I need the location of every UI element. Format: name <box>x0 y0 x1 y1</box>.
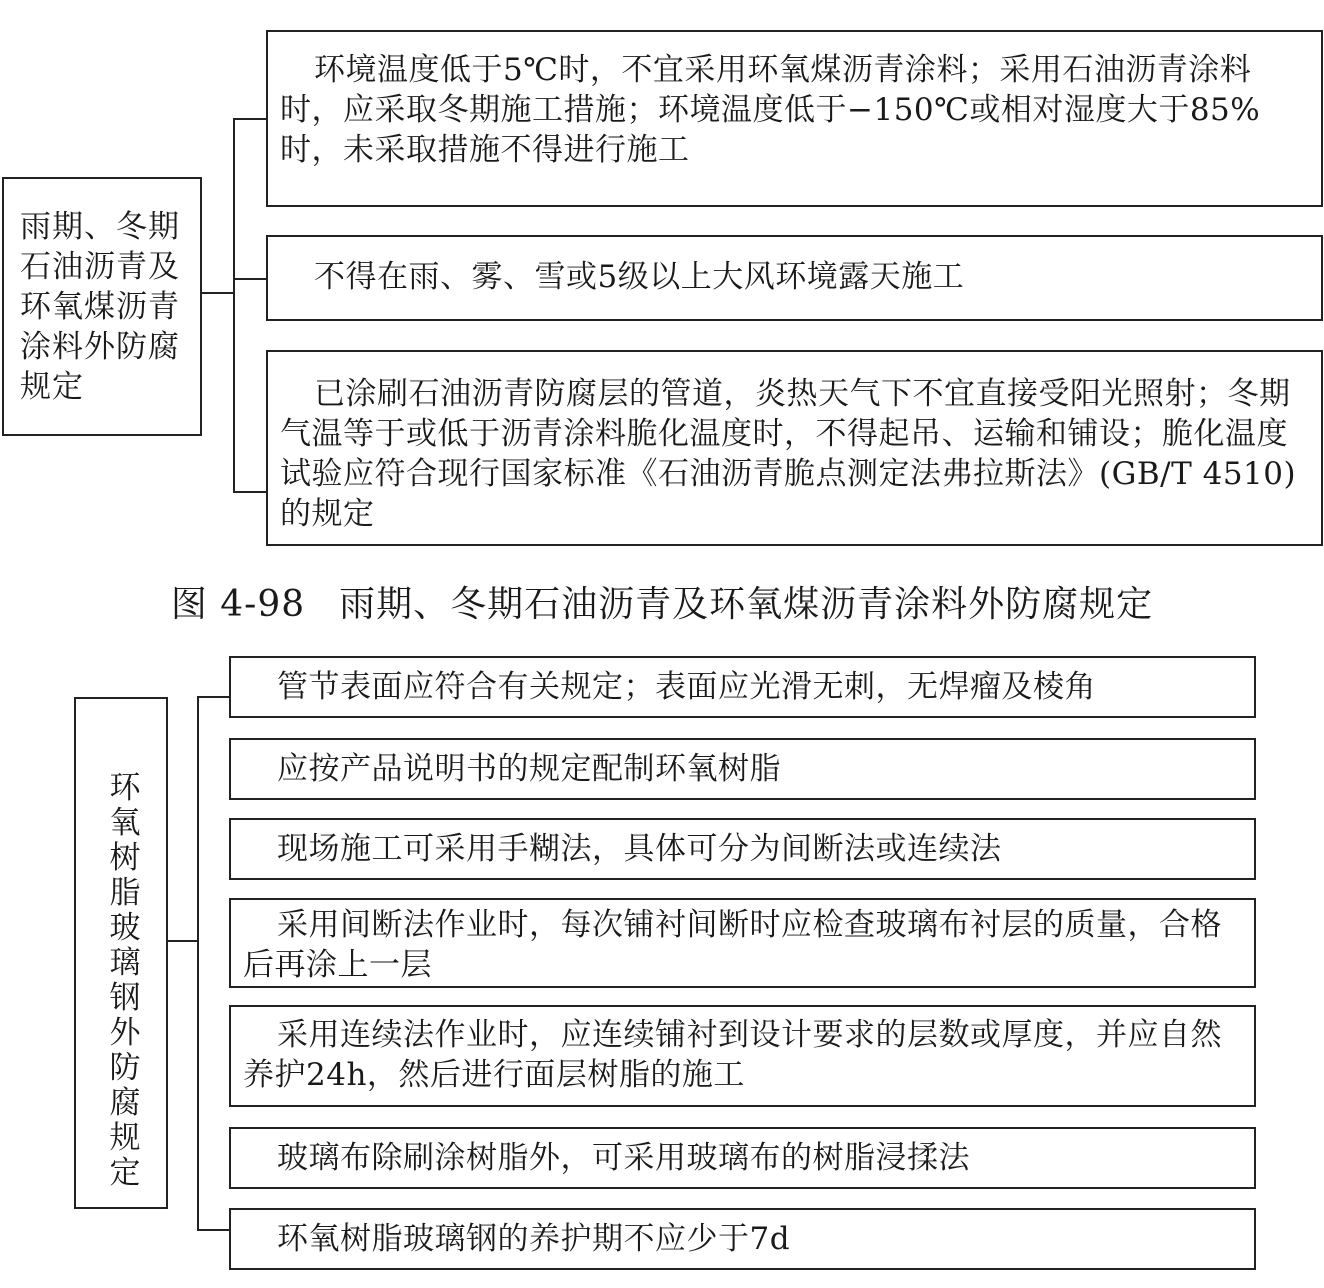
fig1-connector-spine <box>233 118 235 492</box>
fig1-item-3 <box>266 350 1323 546</box>
fig2-item-2 <box>229 738 1256 800</box>
fig2-item-7-text: 环氧树脂玻璃钢的养护期不应少于7d <box>277 1221 791 1257</box>
fig1-item-2-text: 不得在雨、雾、雪或5级以上大风环境露天施工 <box>314 259 965 295</box>
fig2-connector-stem <box>168 940 198 942</box>
fig2-item-3-text: 现场施工可采用手糊法，具体可分为间断法或连续法 <box>277 831 1002 867</box>
fig1-root-box <box>2 177 202 436</box>
fig1-caption-number: 图 4-98 <box>170 584 306 625</box>
fig2-item-7 <box>229 1208 1256 1270</box>
fig2-item-6 <box>229 1127 1256 1189</box>
fig1-item-1-text: 环境温度低于5℃时，不宜采用环氧煤沥青涂料；采用石油沥青涂料时，应采取冬期施工措施；环境温度低于−150℃或相对湿度大于85%时，未采取措施不得进行施工 <box>280 52 1261 168</box>
fig2-root-box <box>74 697 168 1209</box>
fig1-item-3-text: 已涂刷石油沥青防腐层的管道，炎热天气下不宜直接受阳光照射；冬期气温等于或低于沥青涂料脆化温度时，不得起吊、运输和铺设；脆化温度试验应符合现行国家标准《石油沥青脆点测定法弗拉斯法》(GB/T 4510)的规定 <box>280 376 1297 532</box>
fig2-item-1 <box>229 656 1256 718</box>
fig2-item-5-text: 采用连续法作业时，应连续铺衬到设计要求的层数或厚度，并应自然养护24h，然后进行面层树脂的施工 <box>243 1017 1222 1093</box>
fig1-connector-branch-3 <box>233 491 268 493</box>
fig1-connector-branch-2 <box>233 278 268 280</box>
fig1-caption <box>0 576 1324 627</box>
fig2-item-3 <box>229 818 1256 880</box>
fig2-connector-branch-7 <box>197 1229 230 1231</box>
fig1-item-1 <box>266 30 1323 207</box>
fig2-item-4-text: 采用间断法作业时，每次铺衬间断时应检查玻璃布衬层的质量，合格后再涂上一层 <box>243 907 1222 983</box>
fig1-connector-branch-1 <box>233 118 268 120</box>
fig2-item-5 <box>229 1005 1256 1107</box>
fig1-caption-title: 雨期、冬期石油沥青及环氧煤沥青涂料外防腐规定 <box>339 584 1154 625</box>
fig2-root-label: 环氧树脂玻璃钢外防腐规定 <box>109 770 141 1191</box>
fig2-item-1-text: 管节表面应符合有关规定；表面应光滑无刺，无焊瘤及棱角 <box>277 669 1096 705</box>
fig2-item-6-text: 玻璃布除刷涂树脂外，可采用玻璃布的树脂浸揉法 <box>277 1140 970 1176</box>
fig2-item-4 <box>229 898 1256 988</box>
fig2-connector-branch-1 <box>197 696 230 698</box>
fig2-connector-spine <box>197 696 199 1230</box>
fig1-connector-stem <box>202 292 234 294</box>
fig1-root-label: 雨期、冬期石油沥青及环氧煤沥青涂料外防腐规定 <box>20 209 180 405</box>
fig2-item-2-text: 应按产品说明书的规定配制环氧树脂 <box>277 751 781 787</box>
fig1-item-2 <box>266 235 1323 321</box>
